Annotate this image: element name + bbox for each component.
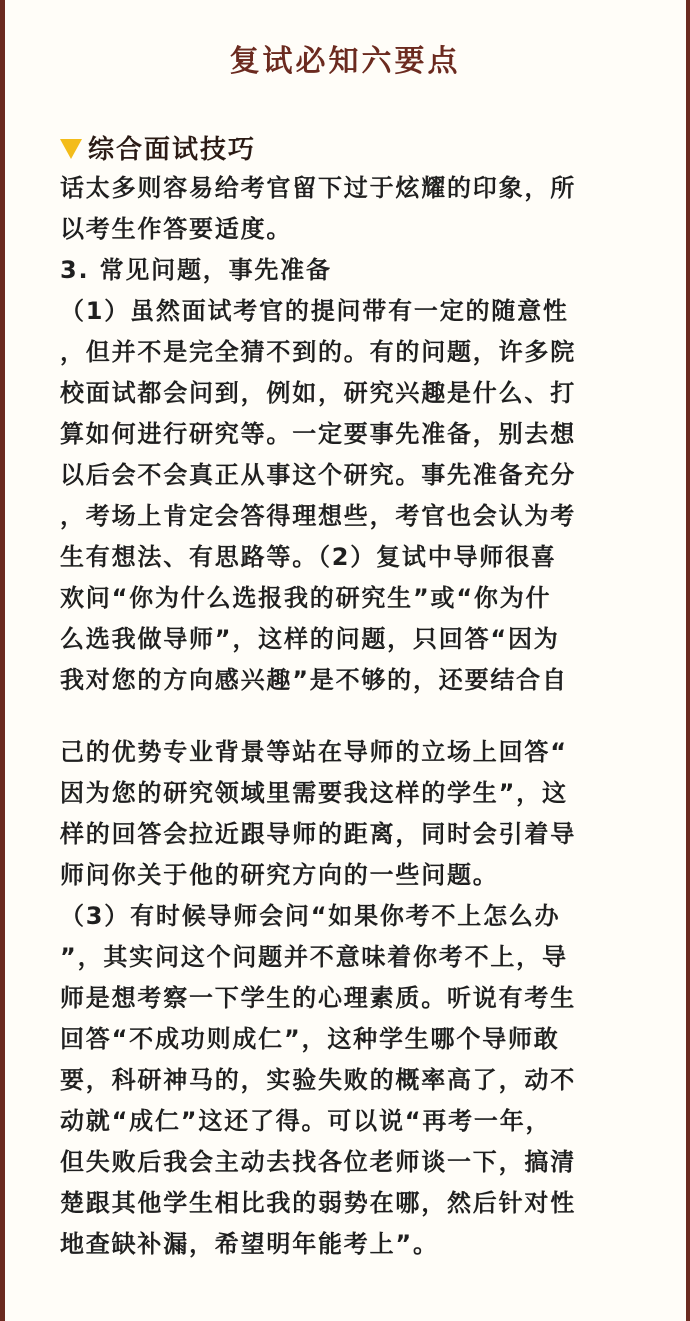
body-line: 要，科研神马的，实验失败的概率高了，动不 (60, 1066, 576, 1094)
body-line: ，但并不是完全猜不到的。有的问题，许多院 (60, 338, 576, 366)
body-line: 己的优势专业背景等站在导师的立场上回答“ (60, 738, 568, 766)
body-line: ”，其实问这个问题并不意味着你考不上，导 (60, 943, 568, 971)
body-line: 3. 常见问题，事先准备 (60, 256, 332, 284)
body-line: 算如何进行研究等。一定要事先准备，别去想 (60, 420, 576, 448)
section-heading (60, 128, 256, 166)
body-line: 因为您的研究领域里需要我这样的学生”，这 (60, 779, 568, 807)
section-heading-label: 综合面试技巧 (88, 134, 257, 165)
body-line: 地查缺补漏，希望明年能考上”。 (60, 1230, 439, 1258)
body-line: 生有想法、有思路等。（2）复试中导师很喜 (60, 543, 557, 571)
body-line: 欢问“你为什么选报我的研究生”或“你为什 (60, 584, 552, 612)
body-line: 以考生作答要适度。 (60, 215, 293, 243)
body-line: （3）有时候导师会问“如果你考不上怎么办 (60, 902, 561, 930)
body-line: 楚跟其他学生相比我的弱势在哪，然后针对性 (60, 1189, 576, 1217)
body-line: 但失败后我会主动去找各位老师谈一下，搞清 (60, 1148, 576, 1176)
body-line: 以后会不会真正从事这个研究。事先准备充分 (60, 461, 576, 489)
body-line: 师问你关于他的研究方向的一些问题。 (60, 861, 499, 889)
body-line: 么选我做导师”，这样的问题，只回答“因为 (60, 625, 560, 653)
body-line: （1）虽然面试考官的提问带有一定的随意性 (60, 297, 569, 325)
body-line: 动就“成仁”这还了得。可以说“再考一年， (60, 1107, 552, 1135)
body-line: 回答“不成功则成仁”，这种学生哪个导师敢 (60, 1025, 560, 1053)
page-title: 复试必知六要点 (229, 44, 461, 79)
left-border (0, 0, 5, 1321)
triangle-down-icon (60, 139, 82, 159)
body-line: 校面试都会问到，例如，研究兴趣是什么、打 (60, 379, 576, 407)
body-line: 话太多则容易给考官留下过于炫耀的印象，所 (60, 174, 576, 202)
body-line: 师是想考察一下学生的心理素质。听说有考生 (60, 984, 576, 1012)
body-line: 我对您的方向感兴趣”是不够的，还要结合自 (60, 666, 568, 694)
body-line: ，考场上肯定会答得理想些，考官也会认为考 (60, 502, 576, 530)
right-border (686, 0, 690, 1321)
body-line: 样的回答会拉近跟导师的距离，同时会引着导 (60, 820, 576, 848)
